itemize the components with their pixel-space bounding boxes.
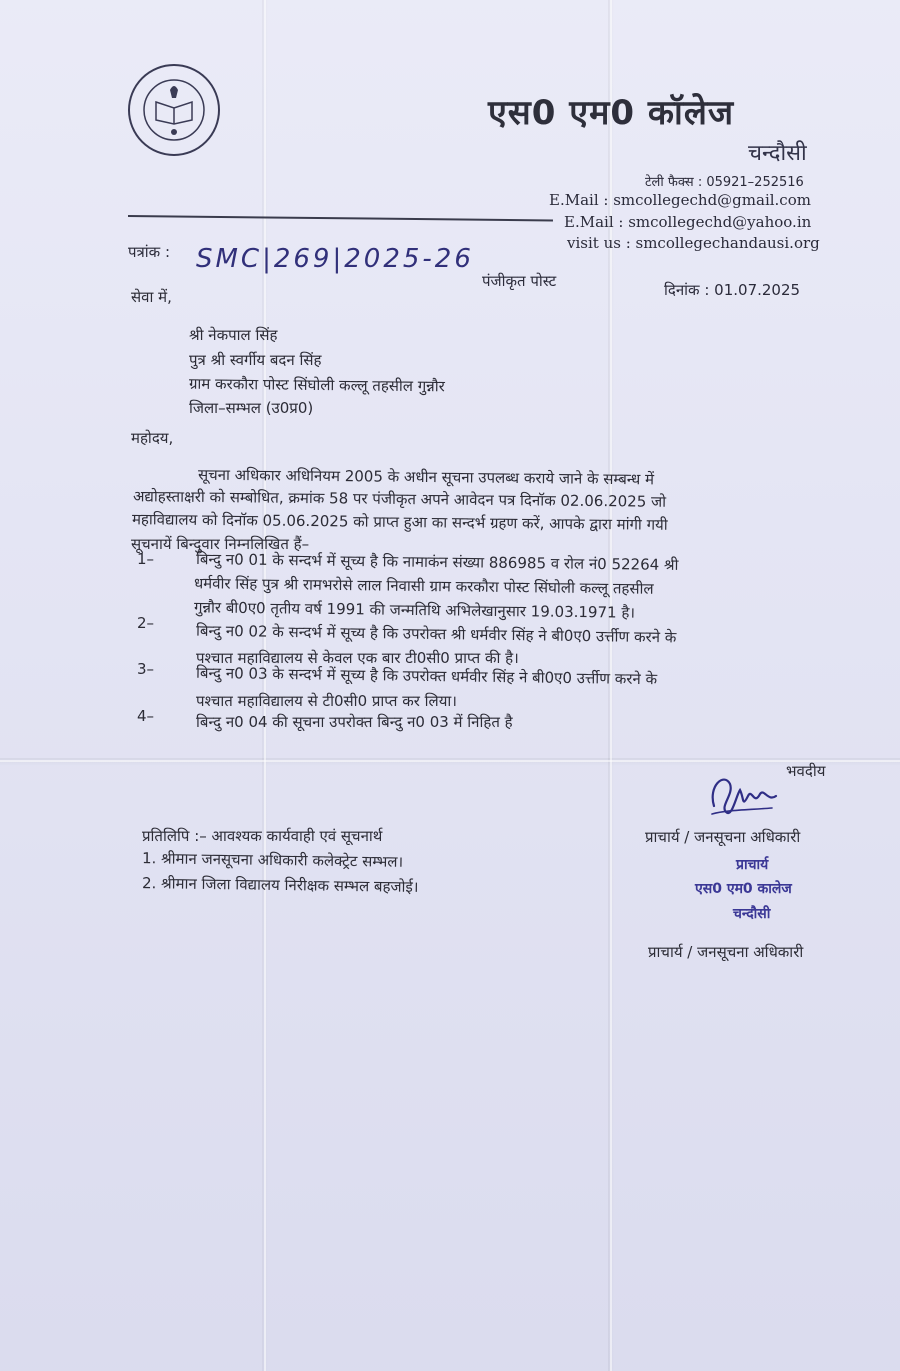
point-line: बिन्दु न0 04 की सूचना उपरोक्त बिन्दु न0 03 में निहित है	[196, 713, 513, 731]
point-line: धर्मवीर सिंह पुत्र श्री रामभरोसे लाल निवासी ग्राम करकौरा पोस्ट सिंघोली कल्लू तहसील	[193, 574, 654, 598]
greeting: महोदय,	[131, 429, 174, 447]
point-line: पश्चात महाविद्यालय से केवल एक बार टी0सी0 प्राप्त की है।	[196, 649, 519, 667]
point-line: बिन्दु न0 02 के सन्दर्भ में सूच्य है कि उपरोक्त श्री धर्मवीर सिंह ने बी0ए0 उर्त्तीण करने के	[195, 621, 677, 647]
college-email-yahoo: E.Mail : smcollegechd@yahoo.in	[564, 213, 812, 231]
stamp-line: प्राचार्य	[736, 857, 769, 873]
college-website: visit us : smcollegechandausi.org	[567, 234, 820, 252]
point-number: 4–	[137, 707, 155, 725]
college-name: एस0 एम0 कॉलेज	[488, 93, 735, 133]
post-mode: पंजीकृत पोस्ट	[482, 272, 557, 290]
college-seal-logo	[126, 62, 222, 158]
fold-line	[264, 0, 266, 1371]
fold-line	[0, 760, 900, 762]
letter-date: दिनांक : 01.07.2025	[664, 281, 801, 299]
recipient-name: श्री नेकपाल सिंह	[189, 326, 278, 344]
intro-line: महाविद्यालय को दिनॉक 05.06.2025 को प्राप्त हुआ का सन्दर्भ ग्रहण करें, आपके द्वारा मांगी गयी	[131, 510, 668, 534]
copy-to-item: 2. श्रीमान जिला विद्यालय निरीक्षक सम्भल बहजोई।	[141, 874, 419, 896]
college-phone: टेली फैक्स : 05921–252516	[645, 175, 804, 190]
reference-label: पत्रांक :	[128, 243, 171, 261]
stamp-line: चन्दौसी	[733, 906, 771, 922]
intro-line: सूचना अधिकार अधिनियम 2005 के अधीन सूचना उपलब्ध कराये जाने के सम्बन्ध में	[197, 465, 655, 489]
college-email-gmail: E.Mail : smcollegechd@gmail.com	[549, 191, 811, 209]
point-line: गुन्नौर बी0ए0 तृतीय वर्ष 1991 की जन्मतिथि अभिलेखानुसार 19.03.1971 है।	[193, 598, 636, 622]
copy-to-heading: प्रतिलिपि :– आवश्यक कार्यवाही एवं सूचनार्थ	[142, 827, 383, 845]
stamp-line: एस0 एम0 कालेज	[695, 881, 792, 897]
recipient-village: ग्राम करकौरा पोस्ट सिंघोली कल्लू तहसील गुन्नौर	[188, 374, 445, 396]
reference-number: SMC|269|2025-26	[196, 244, 474, 274]
signatory-title: प्राचार्य / जनसूचना अधिकारी	[645, 828, 801, 846]
closing: भवदीय	[786, 762, 826, 780]
recipient-father: पुत्र श्री स्वर्गीय बदन सिंह	[189, 351, 322, 369]
signature-scribble	[706, 766, 782, 822]
point-line: बिन्दु न0 01 के सन्दर्भ में सूच्य है कि नामाकंन संख्या 886985 व रोल नं0 52264 श्री	[195, 550, 679, 574]
intro-line: सूचनायें बिन्दुवार निम्नलिखित हैं–	[131, 535, 310, 553]
copy-to-item: 1. श्रीमान जनसूचना अधिकारी कलेक्ट्रेट सम्भल।	[141, 849, 404, 871]
point-line: पश्चात महाविद्यालय से टी0सी0 प्राप्त कर लिया।	[196, 692, 457, 710]
point-number: 3–	[137, 660, 155, 678]
point-number: 1–	[137, 550, 155, 568]
intro-line: अद्योहस्ताक्षरी को सम्बोधित, क्रमांक 58 पर पंजीकृत अपने आवेदन पत्र दिनॉक 02.06.2025 जो	[132, 487, 667, 511]
point-number: 2–	[137, 614, 155, 632]
recipient-district: जिला–सम्भल (उ0प्र0)	[189, 399, 314, 417]
signatory-title-bottom: प्राचार्य / जनसूचना अधिकारी	[648, 943, 804, 961]
to-salutation: सेवा में,	[131, 288, 172, 306]
college-city: चन्दौसी	[748, 141, 807, 166]
point-line: बिन्दु न0 03 के सन्दर्भ में सूच्य है कि उपरोक्त धर्मवीर सिंह ने बी0ए0 उर्त्तीण करने के	[195, 663, 658, 689]
